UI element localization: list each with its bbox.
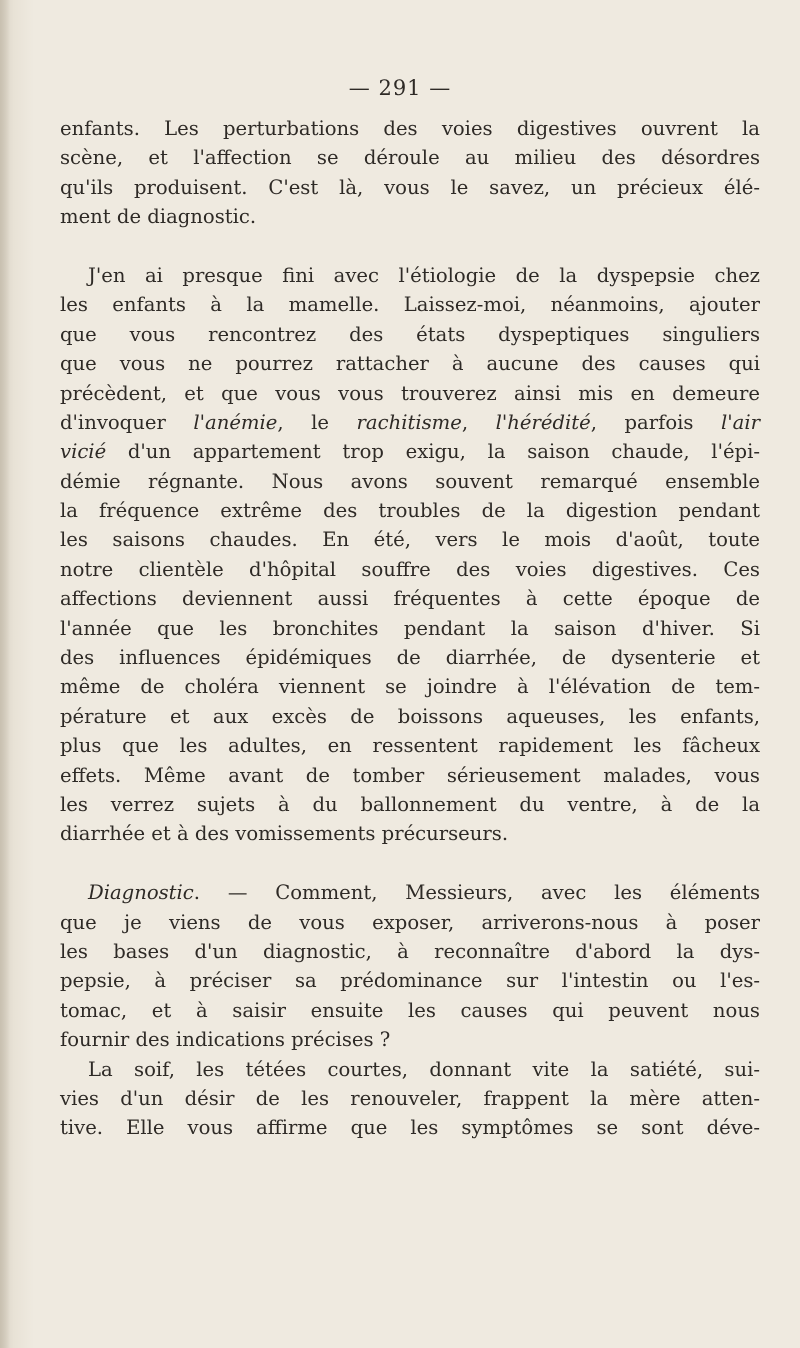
page-edge-shadow	[0, 0, 10, 1348]
text-segment: , parfois	[590, 410, 721, 434]
text-line: que je viens de vous exposer, arriverons-nous à poser	[60, 910, 760, 934]
text-line: plus que les adultes, en ressentent rapidement les fâcheux	[60, 734, 760, 758]
text-segment: d'un appartement trop exigu, la saison chaude, l'épi-	[106, 440, 760, 464]
text-line: ment de diagnostic.	[60, 205, 257, 229]
text-line: des influences épidémiques de diarrhée, de dysenterie et	[60, 646, 760, 670]
text-line: même de choléra viennent se joindre à l'élévation de tem-	[60, 675, 760, 699]
text-line: les saisons chaudes. En été, vers le mois d'août, toute	[60, 528, 760, 552]
text-line: la fréquence extrême des troubles de la digestion pendant	[60, 499, 760, 523]
text-line: effets. Même avant de tomber sérieusement malades, vous	[60, 763, 760, 787]
text-line-mixed	[60, 408, 760, 437]
text-line-mixed	[60, 437, 760, 466]
body-text	[60, 114, 760, 1143]
paragraph-spacer	[60, 232, 760, 261]
text-segment: . — Comment, Messieurs, avec les éléments	[193, 881, 760, 905]
paragraph-3	[60, 878, 760, 1143]
text-segment: d'invoquer	[60, 410, 194, 434]
text-line: que vous rencontrez des états dyspeptiques singuliers	[60, 322, 760, 346]
italic-term: rachitisme	[356, 410, 462, 434]
text-line-mixed	[60, 878, 760, 907]
text-line: affections deviennent aussi fréquentes à cette époque de	[60, 587, 760, 611]
text-line: tomac, et à saisir ensuite les causes qui peuvent nous	[60, 998, 760, 1022]
paragraph-2	[60, 261, 760, 849]
text-line: les verrez sujets à du ballonnement du ventre, à de la	[60, 792, 760, 816]
text-line: tive. Elle vous affirme que les symptômes se sont déve-	[60, 1116, 760, 1140]
text-line: précèdent, et que vous vous trouverez ainsi mis en demeure	[60, 381, 760, 405]
text-line: l'année que les bronchites pendant la saison d'hiver. Si	[60, 616, 760, 640]
text-line: diarrhée et à des vomissements précurseurs.	[60, 822, 509, 846]
text-line: fournir des indications précises ?	[60, 1028, 391, 1052]
text-line: qu'ils produisent. C'est là, vous le savez, un précieux élé-	[60, 175, 760, 199]
text-line: pérature et aux excès de boissons aqueuses, les enfants,	[60, 704, 760, 728]
italic-term: l'hérédité	[495, 410, 591, 434]
text-line: enfants. Les perturbations des voies digestives ouvrent la	[60, 117, 760, 140]
italic-term: l'anémie	[193, 410, 278, 434]
page-number: — 291 —	[348, 76, 452, 100]
text-line: les enfants à la mamelle. Laissez-moi, néanmoins, ajouter	[60, 293, 760, 317]
text-line: scène, et l'affection se déroule au milieu des désordres	[60, 146, 760, 170]
text-line: pepsie, à préciser sa prédominance sur l'intestin ou l'es-	[60, 969, 760, 993]
italic-term: vicié	[60, 440, 107, 464]
text-line: J'en ai presque fini avec l'étiologie de la dyspepsie chez	[88, 263, 760, 287]
italic-term: l'air	[721, 410, 760, 434]
text-line: que vous ne pourrez rattacher à aucune des causes qui	[60, 352, 760, 376]
paragraph-1	[60, 114, 760, 232]
text-line: démie régnante. Nous avons souvent remarqué ensemble	[60, 469, 760, 493]
paragraph-spacer	[60, 849, 760, 878]
text-line: La soif, les tétées courtes, donnant vite la satiété, sui-	[88, 1057, 760, 1081]
text-segment: ,	[461, 410, 496, 434]
text-line: les bases d'un diagnostic, à reconnaître d'abord la dys-	[60, 939, 760, 963]
text-segment: , le	[277, 410, 357, 434]
text-line: notre clientèle d'hôpital souffre des voies digestives. Ces	[60, 557, 760, 581]
text-line: vies d'un désir de les renouveler, frappent la mère atten-	[60, 1086, 760, 1110]
section-heading: Diagnostic	[88, 881, 194, 905]
